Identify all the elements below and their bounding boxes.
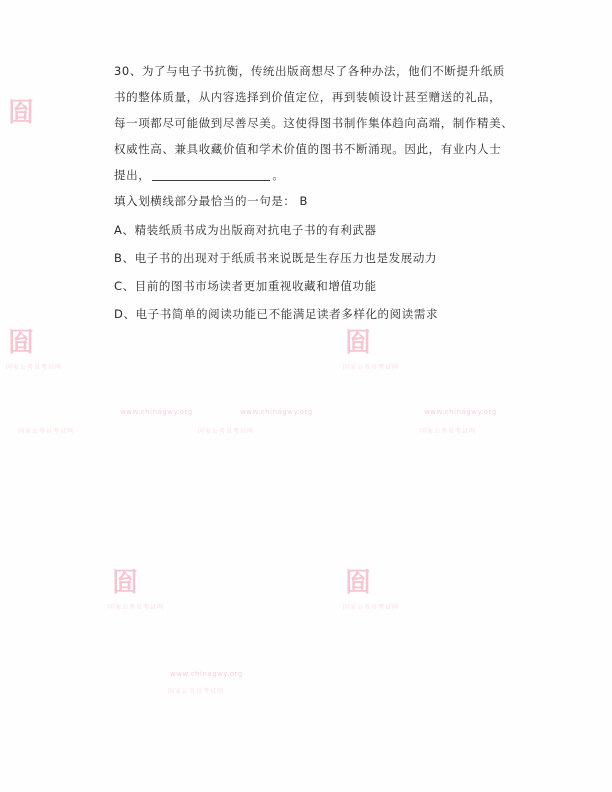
option-d[interactable]: D、电子书简单的阅读功能已不能满足读者多样化的阅读需求 <box>114 307 439 321</box>
stem-line-3: 每一项都尽可能做到尽善尽美。这使得图书制作集体趋向高端，制作精美、 <box>114 116 514 130</box>
question-prompt: 填入划横线部分最恰当的一句是： <box>114 194 296 208</box>
watermark-subtext: 国家公务员考试网 <box>343 604 400 611</box>
watermark-subtext: 国家公务员考试网 <box>108 604 165 611</box>
watermark-logo: 囼 <box>345 568 370 598</box>
answer-blank <box>152 167 270 181</box>
watermark-subtext: 国家公务员考试网 <box>420 428 477 435</box>
watermark-subtext: 国家公务员考试网 <box>343 364 400 371</box>
stem-line-1: 为了与电子书抗衡，传统出版商想尽了各种办法，他们不断提升纸质 <box>141 64 505 78</box>
stem-line-3-row <box>114 110 534 136</box>
stem-line-4-row <box>114 136 534 162</box>
stem-line-5-row <box>114 162 534 188</box>
marked-answer: B <box>299 194 308 208</box>
watermark-logo: 囼 <box>8 98 33 128</box>
watermark-subtext: 国家公务员考试网 <box>168 688 225 695</box>
watermark-brand: www.chinagwy.org <box>240 408 313 416</box>
question-stem <box>114 58 534 84</box>
option-c[interactable]: C、目前的图书市场读者更加重视收藏和增值功能 <box>114 279 377 293</box>
stem-line-4: 权威性高、兼具收藏价值和学术价值的图书不断涌现。因此，有业内人士 <box>114 142 502 156</box>
question-block <box>114 58 534 328</box>
watermark-logo: 囼 <box>345 328 370 358</box>
option-b[interactable]: B、电子书的出现对于纸质书来说既是生存压力也是发展动力 <box>114 251 438 265</box>
question-prompt-row <box>114 188 534 214</box>
watermark-logo: 囼 <box>8 328 33 358</box>
watermark-subtext: 国家公务员考试网 <box>198 428 255 435</box>
stem-line-2-row <box>114 84 534 110</box>
option-a[interactable]: A、精装纸质书成为出版商对抗电子书的有利武器 <box>114 223 377 237</box>
watermark-subtext: 国家公务员考试网 <box>18 428 75 435</box>
stem-line-5: 提出， <box>114 168 151 182</box>
blank-suffix: 。 <box>272 168 285 182</box>
watermark-logo: 囼 <box>112 568 137 598</box>
watermark-brand: www.chinagwy.org <box>424 408 497 416</box>
options-list <box>114 216 534 328</box>
watermark-subtext: 国家公务员考试网 <box>6 364 63 371</box>
watermark-brand: www.chinagwy.org <box>170 670 243 678</box>
question-number: 30、 <box>114 64 142 78</box>
watermark-brand: www.chinagwy.org <box>120 408 193 416</box>
stem-line-2: 书的整体质量，从内容选择到价值定位，再到装帧设计甚至赠送的礼品， <box>114 90 502 104</box>
